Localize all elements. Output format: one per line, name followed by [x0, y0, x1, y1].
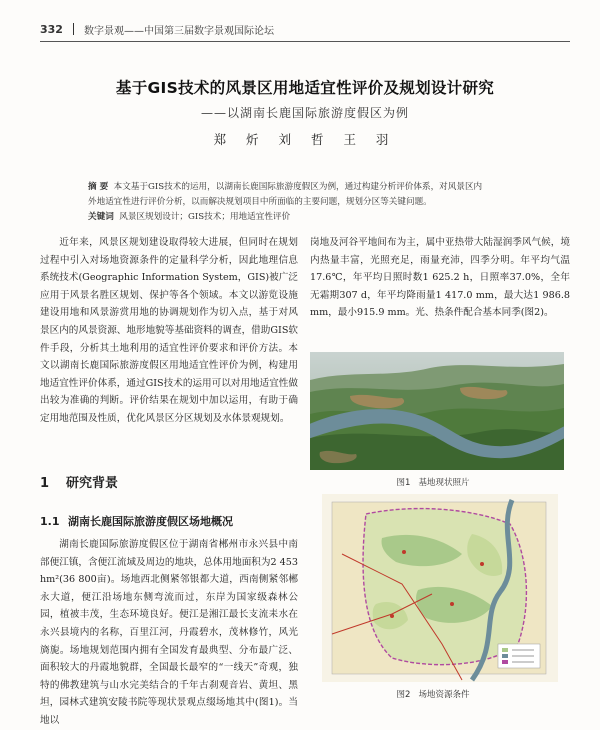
intro-column — [40, 234, 298, 428]
abstract — [88, 180, 488, 210]
figure-1-label: 图1 — [396, 478, 411, 488]
site-paragraph: 湖南长鹿国际旅游度假区位于湖南省郴州市永兴县中南部便江镇，含便江流域及周边的地块，总体用地面积为2 453 hm²(36 800亩)。场地西北侧紧邻银都大道，西南侧紧邻郴永大道，便江沿场地东侧弯流而过，东岸为国家级森林公园，植被丰茂，生态环境良好。便江是湘江最长支流耒水在永兴县境内的名称，百里江河，丹霞碧水，茂林修竹，风光旖旎。场地规划范围内拥有全国发育最典型、分布最广泛、面积较大的丹霞地貌群，全国最长最窄的“一线天”奇观，独特的佛教建筑与山水完美结合的千年古刹观音岩、黄坦、黑坦，园林式建筑安陵书院等现状景观点缀场地其中(图1)。当地以 — [40, 539, 298, 726]
figure-2-label: 图2 — [396, 690, 411, 700]
abstract-label: 摘 要 — [88, 182, 109, 192]
section-1-1-number: 1.1 — [40, 515, 60, 528]
header-rule — [40, 41, 570, 42]
climate-column — [310, 234, 570, 322]
site-resource-map-image — [322, 494, 558, 682]
section-1-number: 1 — [40, 476, 50, 491]
figure-1-caption — [310, 476, 564, 488]
section-1-1-title: 湖南长鹿国际旅游度假区场地概况 — [68, 515, 233, 528]
keywords-text: 风景区规划设计；GIS技术；用地适宜性评价 — [119, 212, 291, 222]
abstract-block — [88, 180, 488, 225]
site-column — [40, 536, 298, 730]
section-1-heading — [40, 472, 298, 491]
section-1-title: 研究背景 — [66, 476, 119, 491]
journal-title: 数字景观——中国第三届数字景观国际论坛 — [83, 25, 274, 37]
figure-1-caption-text: 基地现状照片 — [418, 478, 470, 488]
authors: 郑 炘 刘 哲 王 羽 — [213, 132, 397, 147]
figure-2-caption-text: 场地资源条件 — [418, 690, 470, 700]
article-title: 基于GIS技术的风景区用地适宜性评价及规划设计研究 — [115, 79, 495, 97]
section-1-1-heading — [40, 513, 298, 529]
abstract-text: 本文基于GIS技术的运用，以湖南长鹿国际旅游度假区为例，通过构建分析评价体系，对风景区内外地适宜性进行评价分析，以而解决规划项目中所面临的主要问题，规划分区等关键问题。 — [88, 182, 483, 207]
page-number: 332 — [40, 22, 63, 36]
running-header — [40, 20, 570, 38]
figure-2-caption — [310, 688, 564, 700]
intro-paragraph: 近年来，风景区规划建设取得较大进展，但同时在规划过程中引入对场地资源条件的定量科学分析，因此地理信息系统技术(Geographic Information System，GIS)被广泛应用于风景名胜区规划、保护等各个领域。本文以游览设施建设用地和风景游赏用地的协调规划作为切入点，基于对风景区内的风景资源、地形地貌等基础资料的调查，借助GIS软件手段，分析其土地利用的适宜性评价要求和评价方法。本文以湖南长鹿国际旅游度假区用地适宜性评价为例，构建用地适宜性评价体系，通过GIS技术的运用可以对用地适宜性做出较为准确的判断。评价结果在规划中加以运用，有助于确定用地范围及性质，优化风景区分区规划及水体景观规划。 — [40, 237, 298, 424]
keywords-label: 关键词 — [88, 212, 114, 222]
header-divider — [73, 23, 74, 35]
figure-1-photo — [310, 352, 564, 470]
article-subtitle: ——以湖南长鹿国际旅游度假区为例 — [200, 106, 409, 120]
keywords — [88, 210, 488, 225]
climate-paragraph: 岗地及河谷平地间布为主，属中亚热带大陆湿润季风气候，境内热量丰富，光照充足，雨量充沛，四季分明。年平均气温17.6℃，年平均日照时数1 625.2 h，日照率37.0%，全年无霜期307 d，年平均降雨量1 417.0 mm，最大达1 986.8 mm，最小915.9 mm。光、热条件配合基本同季(图2)。 — [310, 237, 570, 319]
figure-2-map — [322, 494, 558, 682]
landscape-photo-image — [310, 352, 564, 470]
